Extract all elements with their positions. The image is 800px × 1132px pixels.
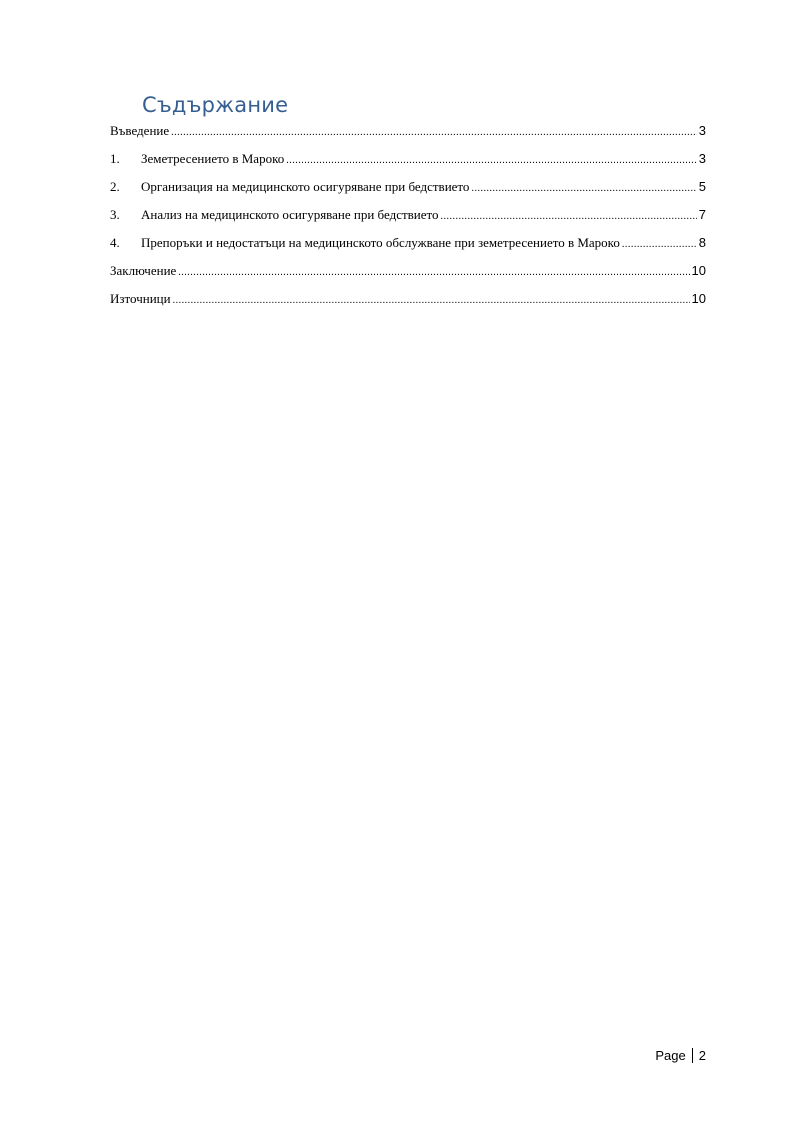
- footer-separator: [692, 1048, 693, 1063]
- toc-entry-text: Източници: [110, 291, 171, 306]
- toc-entry-sources[interactable]: [110, 289, 706, 309]
- toc-entry-2[interactable]: [110, 177, 706, 197]
- toc-leader-dots: [622, 235, 697, 253]
- footer-page-number: 2: [698, 1048, 706, 1063]
- toc-entry-conclusion[interactable]: [110, 261, 706, 281]
- toc-entry-introduction[interactable]: [110, 121, 706, 141]
- toc-title: Съдържание: [142, 93, 289, 117]
- toc-entry-number: 2.: [110, 179, 120, 194]
- toc-leader-dots: [441, 207, 697, 225]
- toc-entry-text: Заключение: [110, 263, 177, 278]
- toc-entry-number: 3.: [110, 207, 120, 222]
- toc-entry-page: 10: [691, 291, 706, 306]
- toc-entry-text: Препоръки и недостатъци на медицинското обслужване при земетресението в Мароко: [141, 235, 620, 250]
- toc-entry-3[interactable]: [110, 205, 706, 225]
- toc-entry-page: 7: [698, 207, 706, 222]
- toc-leader-dots: [286, 151, 697, 169]
- toc-entry-page: 3: [698, 151, 706, 166]
- toc-entry-page: 8: [698, 235, 706, 250]
- toc-entry-page: 5: [698, 179, 706, 194]
- toc-entry-text: Анализ на медицинското осигуряване при бедствието: [141, 207, 439, 222]
- page-footer: [655, 1048, 706, 1063]
- toc-entry-4[interactable]: [110, 233, 706, 253]
- toc-entry-page: 3: [698, 123, 706, 138]
- toc-entry-text: Въведение: [110, 123, 170, 138]
- toc-leader-dots: [178, 263, 689, 281]
- toc-entry-page: 10: [691, 263, 706, 278]
- toc-entry-number: 1.: [110, 151, 120, 166]
- footer-page-label: Page: [655, 1048, 686, 1063]
- toc-leader-dots: [471, 179, 696, 197]
- toc-leader-dots: [173, 291, 690, 309]
- toc-entry-text: Организация на медицинското осигуряване при бедствието: [141, 179, 470, 194]
- toc-entry-number: 4.: [110, 235, 120, 250]
- toc-entry-1[interactable]: [110, 149, 706, 169]
- toc-leader-dots: [171, 123, 697, 141]
- toc-entry-text: Земетресението в Мароко: [141, 151, 285, 166]
